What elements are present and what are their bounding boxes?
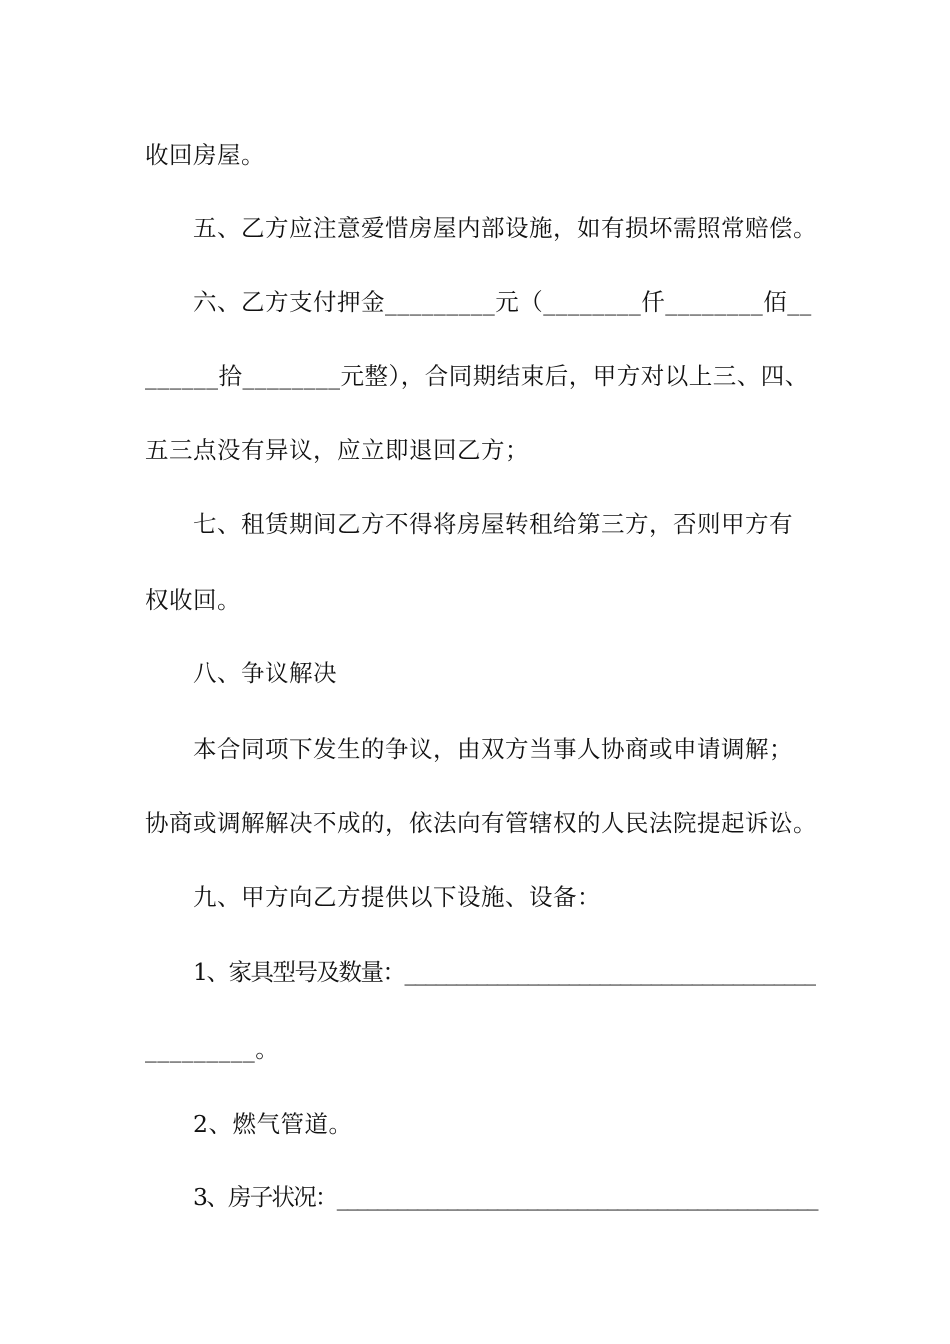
section-heading-8: 八、争议解决 bbox=[193, 659, 337, 687]
text-line: 五三点没有异议，应立即退回乙方； bbox=[145, 436, 529, 464]
text-line: 权收回。 bbox=[145, 586, 241, 614]
text-line: _________。 bbox=[145, 1035, 280, 1063]
text-line: 收回房屋。 bbox=[145, 141, 265, 169]
item-1: 1、家具型号及数量：________________________________________ bbox=[193, 958, 815, 986]
text-line: 协商或调解解决不成的，依法向有管辖权的人民法院提起诉讼。 bbox=[145, 809, 817, 837]
item-2: 2、燃气管道。 bbox=[193, 1110, 353, 1138]
section-heading-9: 九、甲方向乙方提供以下设施、设备： bbox=[193, 883, 601, 911]
clause-7: 七、租赁期间乙方不得将房屋转租给第三方，否则甲方有 bbox=[193, 510, 793, 538]
item-3: 3、房子状况：________________________________________________ bbox=[193, 1183, 817, 1211]
clause-8-body: 本合同项下发生的争议，由双方当事人协商或申请调解； bbox=[193, 735, 793, 763]
text-line: ______拾________元整），合同期结束后，甲方对以上三、四、 bbox=[145, 362, 809, 390]
clause-6: 六、乙方支付押金_________元（________仟________佰__ bbox=[193, 288, 812, 316]
clause-5: 五、乙方应注意爱惜房屋内部设施，如有损坏需照常赔偿。 bbox=[193, 214, 817, 242]
